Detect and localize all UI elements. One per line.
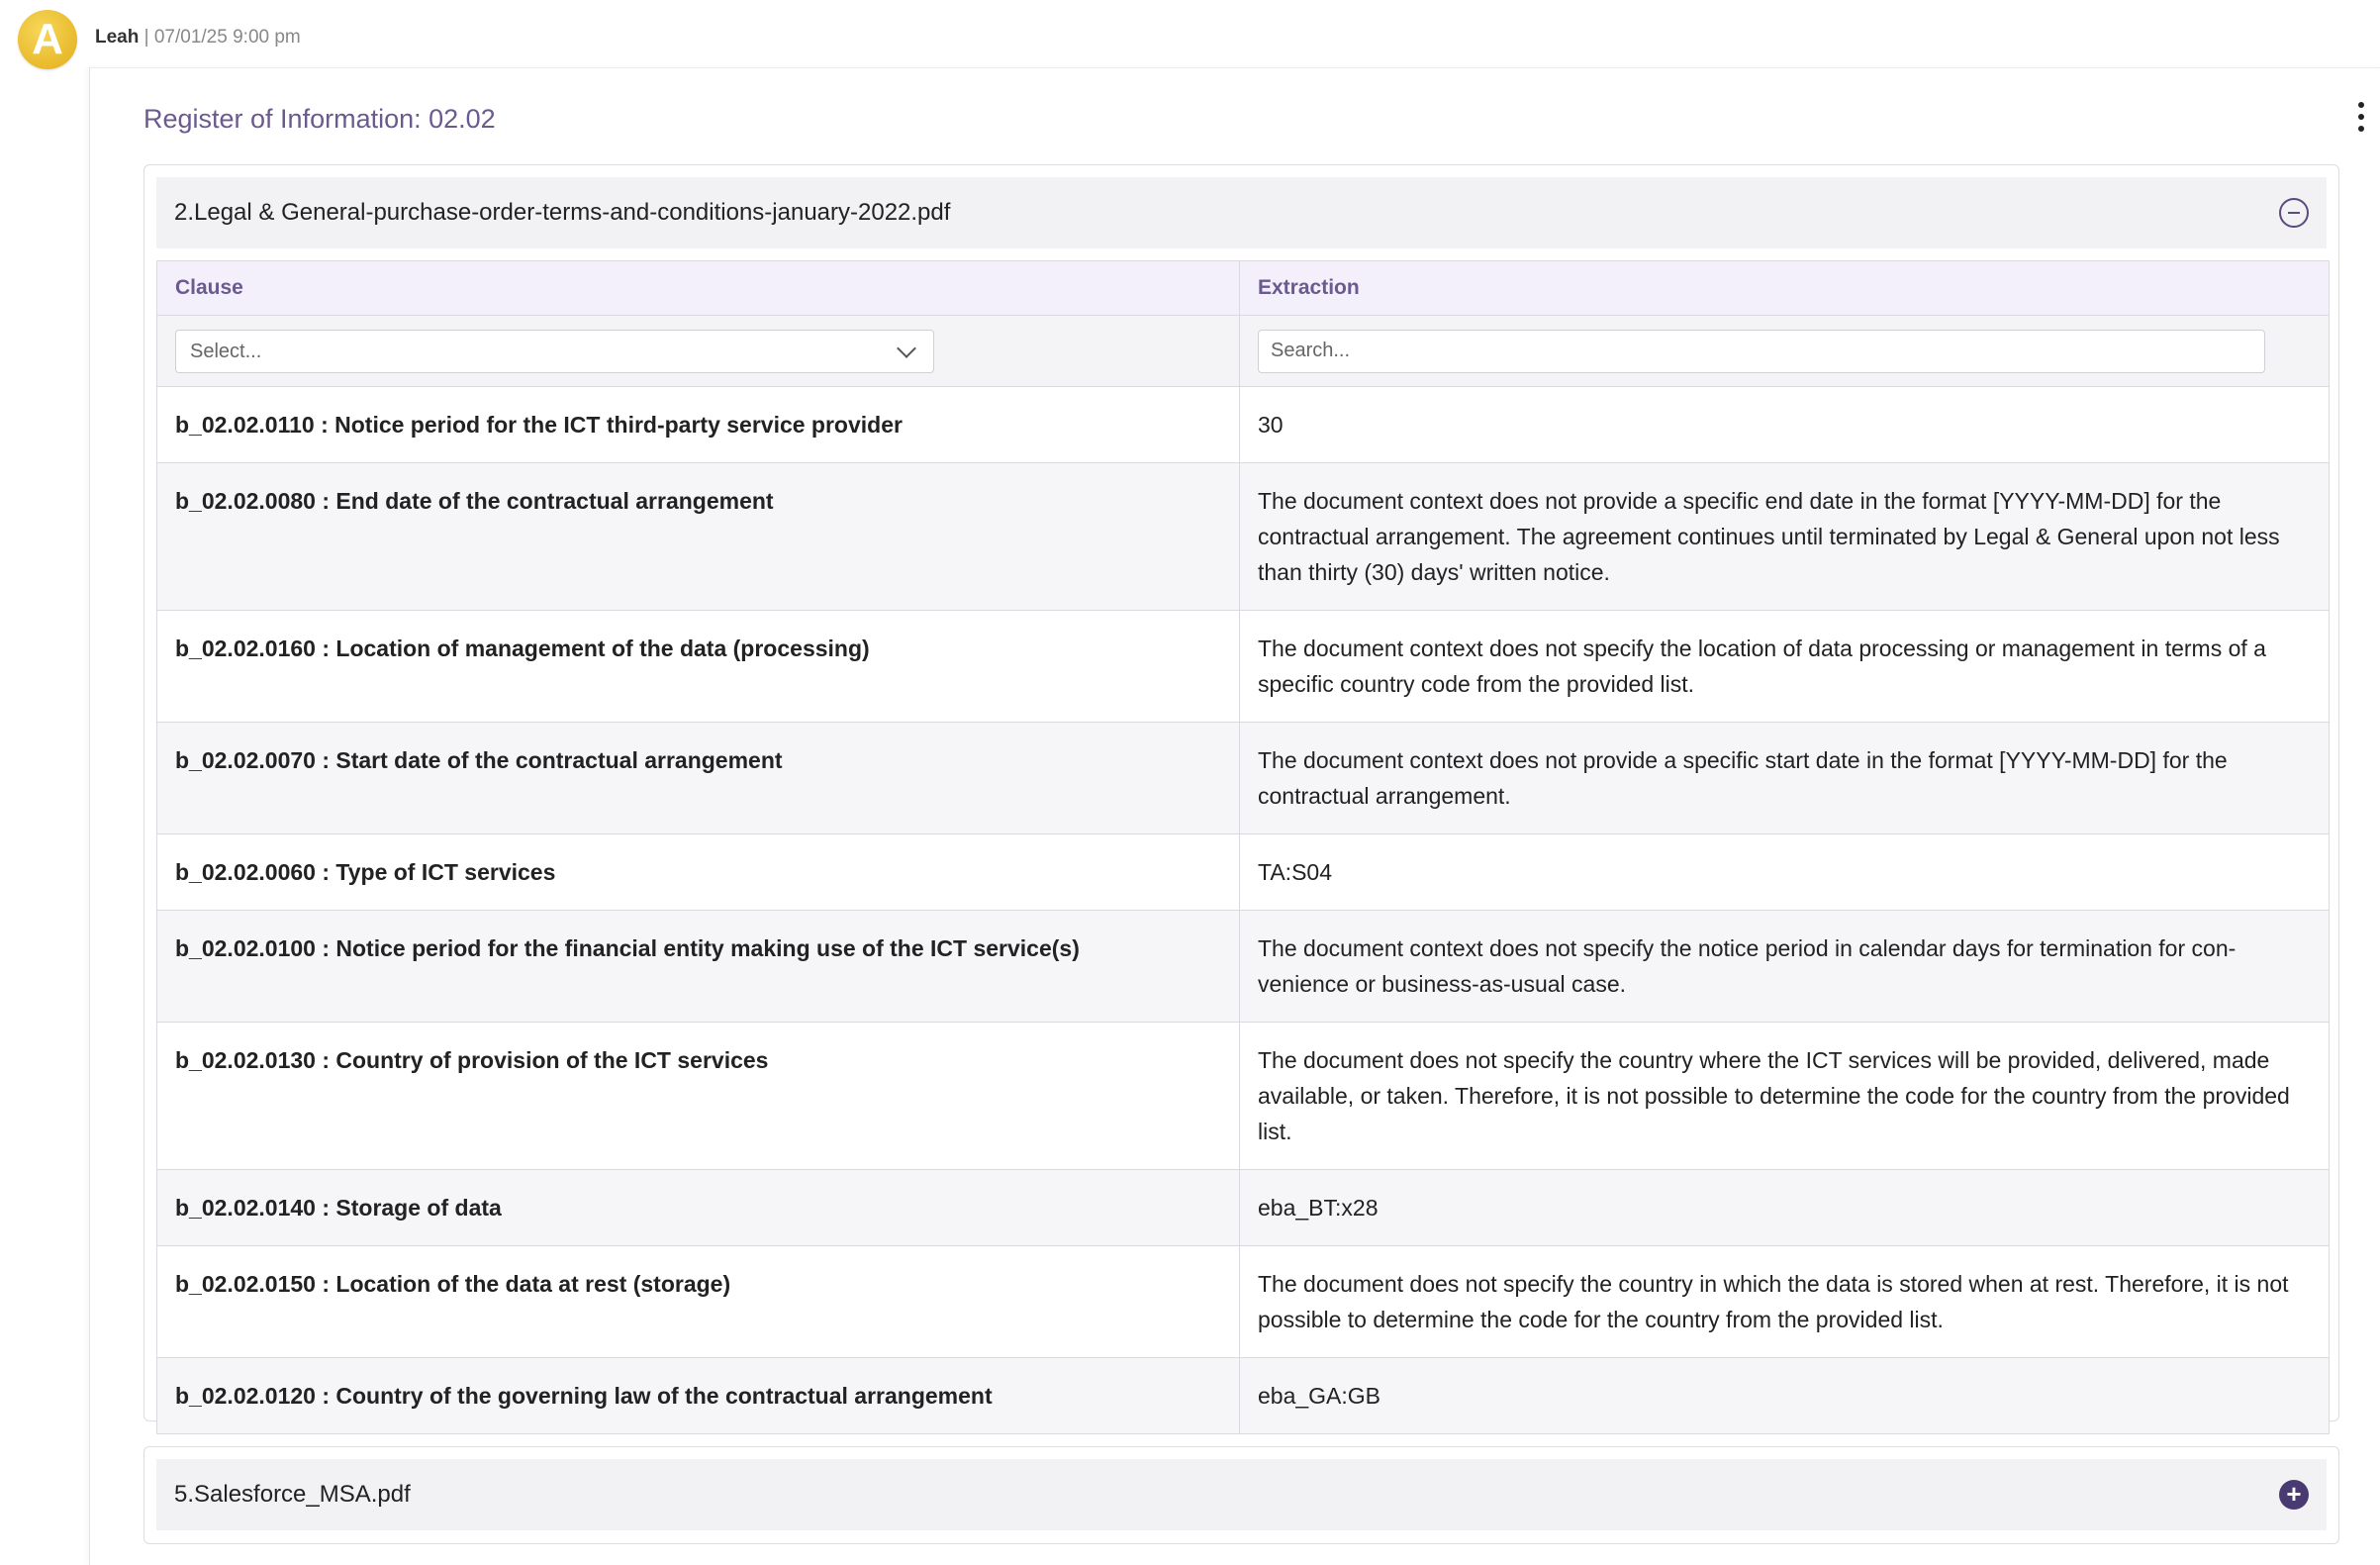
document-filename: 5.Salesforce_MSA.pdf xyxy=(174,1481,411,1508)
extraction-cell: eba_GA:GB xyxy=(1240,1358,2330,1434)
collapse-icon[interactable] xyxy=(2279,198,2309,228)
table-row xyxy=(157,387,2330,463)
extraction-cell: The document context does not specify the notice period in calendar days for termination for con-venience or business-as-usual case. xyxy=(1240,911,2330,1023)
clause-select-placeholder: Select... xyxy=(190,340,262,362)
document-panel-header[interactable] xyxy=(156,177,2327,248)
filter-row xyxy=(157,316,2330,387)
clause-cell: b_02.02.0130 : Country of provision of the ICT services xyxy=(157,1023,1240,1170)
column-header-extraction: Extraction xyxy=(1240,261,2330,316)
clause-cell: b_02.02.0150 : Location of the data at rest (storage) xyxy=(157,1246,1240,1358)
column-header-clause: Clause xyxy=(157,261,1240,316)
extraction-cell: The document does not specify the country where the ICT services will be provided, delivered, made available, or taken. Therefore, it is not possible to determine the code for the country from the provided list. xyxy=(1240,1023,2330,1170)
document-filename: 2.Legal & General-purchase-order-terms-and-conditions-january-2022.pdf xyxy=(174,199,951,226)
extraction-cell: 30 xyxy=(1240,387,2330,463)
clause-cell: b_02.02.0060 : Type of ICT services xyxy=(157,834,1240,911)
clause-cell: b_02.02.0080 : End date of the contractual arrangement xyxy=(157,463,1240,611)
document-panel-expanded xyxy=(143,164,2339,1421)
extraction-cell: The document context does not specify the location of data processing or management in terms of a specific country code from the provided list. xyxy=(1240,611,2330,723)
table-row xyxy=(157,611,2330,723)
table-row xyxy=(157,723,2330,834)
clause-cell: b_02.02.0110 : Notice period for the ICT third-party service provider xyxy=(157,387,1240,463)
table-row xyxy=(157,1023,2330,1170)
document-panel-collapsed xyxy=(143,1446,2339,1544)
avatar xyxy=(18,10,77,69)
chevron-down-icon xyxy=(897,339,916,358)
card-title: Register of Information: 02.02 xyxy=(143,104,496,134)
extraction-cell: TA:S04 xyxy=(1240,834,2330,911)
extraction-search-input[interactable] xyxy=(1258,330,2265,373)
clause-cell: b_02.02.0120 : Country of the governing law of the contractual arrangement xyxy=(157,1358,1240,1434)
table-row xyxy=(157,1170,2330,1246)
table-row xyxy=(157,463,2330,611)
message-meta xyxy=(95,27,301,49)
document-panel-header[interactable] xyxy=(156,1459,2327,1530)
clause-cell: b_02.02.0140 : Storage of data xyxy=(157,1170,1240,1246)
extraction-cell: eba_BT:x28 xyxy=(1240,1170,2330,1246)
table-row xyxy=(157,1246,2330,1358)
clause-cell: b_02.02.0070 : Start date of the contractual arrangement xyxy=(157,723,1240,834)
message-author: Leah xyxy=(95,27,140,48)
message-timestamp: 07/01/25 9:00 pm xyxy=(153,27,301,48)
table-row xyxy=(157,834,2330,911)
extraction-table xyxy=(156,260,2330,1434)
clause-cell: b_02.02.0160 : Location of management of the data (processing) xyxy=(157,611,1240,723)
meta-separator: | xyxy=(139,27,154,48)
table-row xyxy=(157,911,2330,1023)
expand-icon[interactable] xyxy=(2279,1480,2309,1510)
table-row xyxy=(157,1358,2330,1434)
avatar-letter: A xyxy=(32,15,63,63)
clause-select[interactable] xyxy=(175,330,934,373)
clause-cell: b_02.02.0100 : Notice period for the financial entity making use of the ICT service(s) xyxy=(157,911,1240,1023)
extraction-cell: The document context does not provide a specific end date in the format [YYYY-MM-DD] for the contractual arrangement. The agreement continues until terminated by Legal & General upon not less than thirty (30) days' written notice. xyxy=(1240,463,2330,611)
more-options-icon[interactable] xyxy=(2356,102,2366,132)
extraction-cell: The document context does not provide a specific start date in the format [YYYY-MM-DD] for the contractual arrangement. xyxy=(1240,723,2330,834)
extraction-cell: The document does not specify the country in which the data is stored when at rest. Therefore, it is not possible to determine the code for the country from the provided list. xyxy=(1240,1246,2330,1358)
register-card xyxy=(89,67,2380,1565)
